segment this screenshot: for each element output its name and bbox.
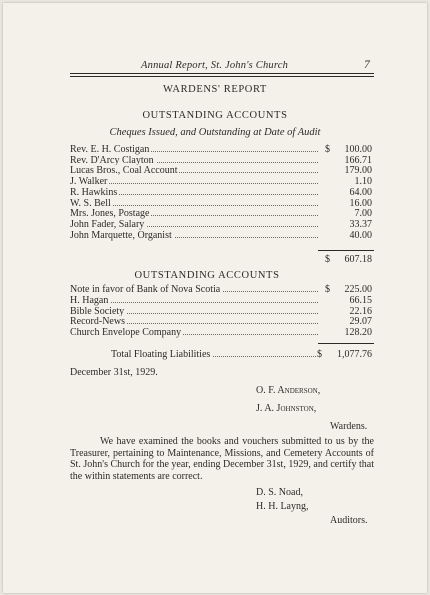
- report-date: December 31st, 1929.: [70, 367, 158, 378]
- account-row: [70, 295, 374, 306]
- account-row: [70, 176, 374, 187]
- subtotal-row: [70, 254, 374, 265]
- account-row: [70, 230, 374, 241]
- account-amount: 29.07: [349, 316, 372, 328]
- account-amount: 100.00: [344, 144, 372, 155]
- account-name: Lucas Bros., Coal Account: [70, 165, 178, 177]
- total-floating-label: Total Floating Liabilities: [111, 349, 211, 360]
- auditors-role: Auditors.: [330, 515, 368, 526]
- total-floating-row: [111, 349, 374, 360]
- audit-statement: We have examined the books and vouchers submitted to us by the Treasurer, pertaining to Maintenance, Missions, and Cemetery Accounts of St. John's Church for the year, ending December 31st, 1929, and certify that the within statements are correct.: [70, 436, 374, 483]
- header-rule-bottom: [70, 76, 374, 77]
- account-amount: 128.20: [344, 327, 372, 339]
- account-amount: 40.00: [349, 229, 372, 241]
- account-amount: 33.37: [349, 218, 372, 230]
- account-row: [70, 316, 374, 327]
- account-currency: $: [325, 144, 330, 155]
- account-name: H. Hagan: [70, 294, 109, 306]
- account-name: W. S. Bell: [70, 197, 111, 209]
- account-name: Note in favor of Bank of Nova Scotia: [70, 284, 221, 295]
- subtotal-amount: 607.18: [344, 254, 372, 265]
- account-row: [70, 165, 374, 176]
- account-amount: 16.00: [349, 197, 372, 209]
- account-name: Record-News: [70, 316, 125, 328]
- auditor-signer-2: H. H. Layng,: [256, 501, 309, 512]
- document-page: [3, 3, 427, 593]
- account-name: Mrs. Jones, Postage: [70, 208, 150, 220]
- account-name: Rev. D'Arcy Clayton: [70, 154, 154, 166]
- total-floating-amount: 1,077.76: [337, 349, 372, 360]
- account-amount: 66.15: [349, 294, 372, 306]
- account-amount: 64.00: [349, 186, 372, 198]
- account-amount: 22.16: [349, 305, 372, 317]
- account-row: [70, 306, 374, 317]
- running-title: Annual Report, St. John's Church: [141, 60, 289, 71]
- total-floating-currency: $: [317, 349, 322, 360]
- account-row: [70, 327, 374, 338]
- warden-signer-1: O. F. Anderson,: [256, 385, 321, 396]
- auditor-signer-1: D. S. Noad,: [256, 487, 303, 498]
- account-row: [70, 155, 374, 166]
- account-name: John Marquette, Organist: [70, 229, 172, 241]
- total-rule: [318, 343, 374, 344]
- account-row: [70, 144, 374, 155]
- subtotal-rule: [318, 250, 374, 251]
- account-amount: 179.00: [344, 165, 372, 177]
- account-name: Rev. E. H. Costigan: [70, 144, 150, 155]
- account-amount: 166.71: [344, 154, 372, 166]
- account-amount: 7.00: [354, 208, 372, 220]
- account-row: [70, 198, 374, 209]
- account-amount: 1.10: [354, 176, 372, 188]
- account-row: [70, 187, 374, 198]
- section-title: WARDENS' REPORT: [163, 84, 267, 95]
- wardens-role: Wardens.: [330, 421, 368, 432]
- account-name: Church Envelope Company: [70, 327, 182, 339]
- page-number: 7: [364, 59, 370, 71]
- account-row: [70, 284, 374, 295]
- cheques-subheading: Cheques Issued, and Outstanding at Date of Audit: [109, 127, 321, 138]
- account-currency: $: [325, 284, 330, 295]
- account-name: J. Walker: [70, 176, 108, 188]
- account-name: John Fader, Salary: [70, 218, 145, 230]
- account-row: [70, 208, 374, 219]
- account-name: R. Hawkins: [70, 186, 118, 198]
- subtotal-currency: $: [325, 254, 330, 265]
- account-row: [70, 219, 374, 230]
- outstanding-heading-1: OUTSTANDING ACCOUNTS: [142, 110, 288, 121]
- warden-signer-2: J. A. Johnston,: [256, 403, 317, 414]
- account-amount: 225.00: [344, 284, 372, 295]
- account-name: Bible Society: [70, 305, 125, 317]
- header-rule-top: [70, 73, 374, 74]
- outstanding-heading-2: OUTSTANDING ACCOUNTS: [134, 270, 280, 281]
